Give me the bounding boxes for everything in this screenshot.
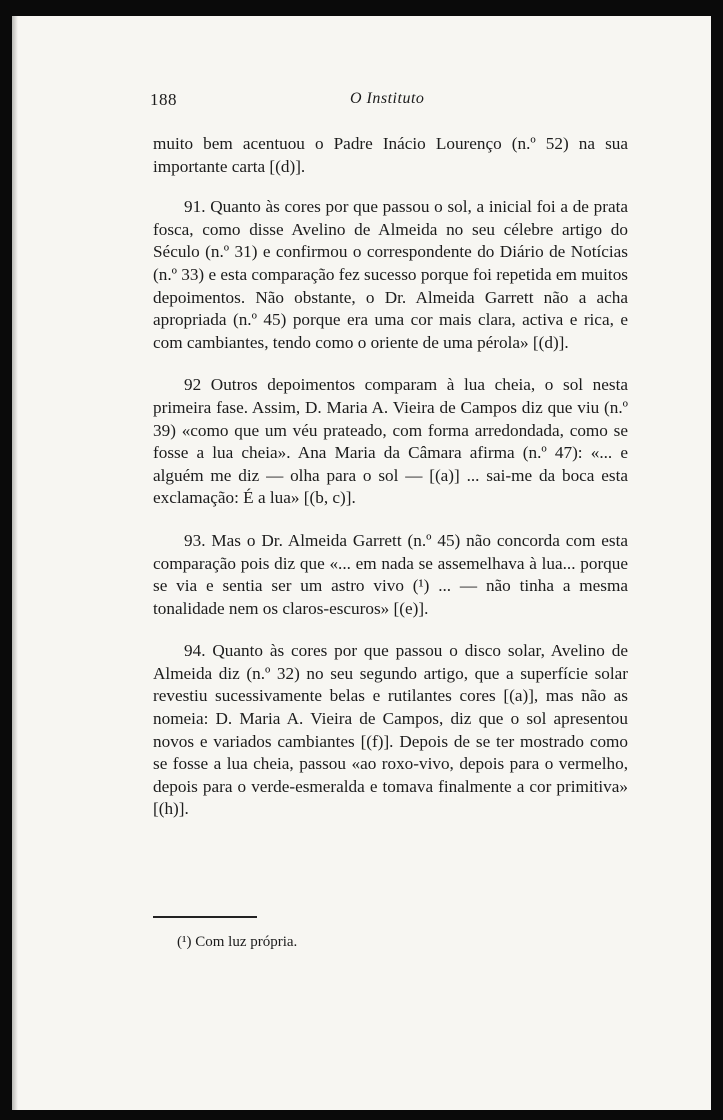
paragraph-continuation: muito bem acentuou o Padre Inácio Lourenço (n.º 52) na sua importante carta [(d)]. — [153, 134, 628, 176]
page-number: 188 — [150, 90, 177, 109]
paragraph-93: 93. Mas o Dr. Almeida Garrett (n.º 45) não concorda com esta comparação pois diz que «... em nada se assemelhava à lua... porque se via e sentia ser um astro vivo (¹) ... — não tinha a mesma tonalidade nem os claros-escuros» [(e)]. — [153, 530, 628, 618]
paragraph-91: 91. Quanto às cores por que passou o sol, a inicial foi a de prata fosca, como disse Avelino de Almeida no seu célebre artigo do Século (n.º 31) e confirmou o correspondente do Diário de Notícias (n.º 33) e esta comparação fez sucesso porque foi repetida em muitos depoimentos. Não obstante, o Dr. Almeida Garrett não a acha apropriada (n.º 45) porque era uma cor mais clara, activa e rica, e com cambiantes, tendo como o oriente de uma pérola» [(d)]. — [153, 197, 628, 352]
footnote: (¹) Com luz própria. — [177, 934, 298, 950]
page-edge-shadow — [12, 16, 18, 1110]
paragraph-92: 92 Outros depoimentos comparam à lua cheia, o sol nesta primeira fase. Assim, D. Maria A. Vieira de Campos diz que viu (n.º 39) «como que um véu prateado, com forma arredondada, como se fosse a lua cheia». Ana Maria da Câmara afirma (n.º 47): «... e alguém me diz — olha para o sol — [(a)] ... sai-me da boca esta exclamação: É a lua» [(b, c)]. — [153, 375, 628, 508]
page-body — [153, 133, 628, 841]
paragraph-94: 94. Quanto às cores por que passou o disco solar, Avelino de Almeida diz (n.º 32) no seu segundo artigo, que a superfície solar revestiu sucessivamente belas e rutilantes cores [(a)], mas não as nomeia: D. Maria A. Vieira de Campos, diz que o sol apresentou novos e variados cambiantes [(f)]. Depois de se ter mostrado como se fosse a lua cheia, passou «ao roxo-vivo, depois para o vermelho, depois para o verde-esmeralda e tomava finalmente a cor primitiva» [(h)]. — [153, 641, 628, 819]
book-page — [12, 16, 711, 1110]
footnote-rule — [153, 916, 257, 918]
running-title: O Instituto — [350, 90, 425, 107]
